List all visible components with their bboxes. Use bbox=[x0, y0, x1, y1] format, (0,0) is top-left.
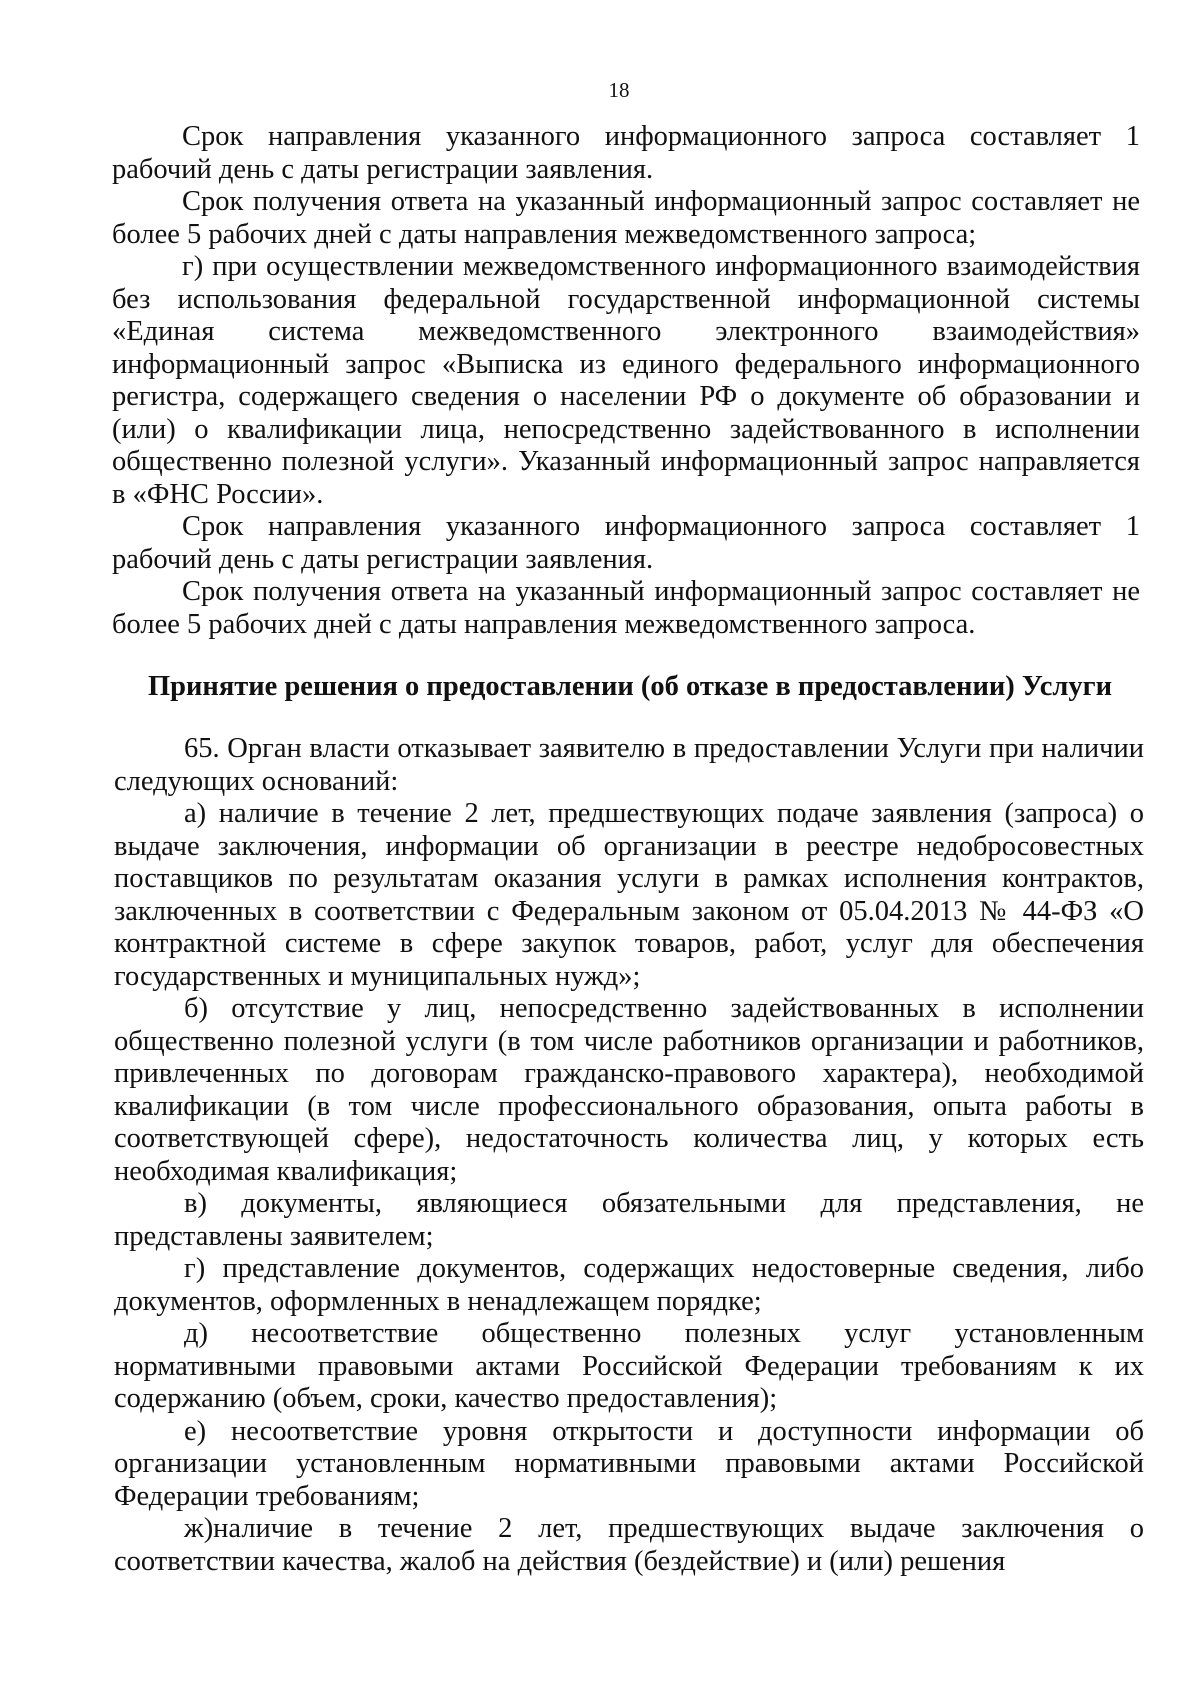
paragraph: ж)наличие в течение 2 лет, предшествующих выдаче заключения о соответствии качества, жалоб на действия (бездействие) и (или) решения bbox=[114, 1513, 1144, 1577]
paragraph: 65. Орган власти отказывает заявителю в предоставлении Услуги при наличии следующих оснований: bbox=[114, 733, 1144, 797]
paragraph: г) представление документов, содержащих недостоверные сведения, либо документов, оформленных в ненадлежащем порядке; bbox=[114, 1253, 1144, 1317]
paragraph: Срок направления указанного информационного запроса составляет 1 рабочий день с даты регистрации заявления. bbox=[112, 121, 1140, 185]
paragraph: Срок направления указанного информационного запроса составляет 1 рабочий день с даты регистрации заявления. bbox=[112, 511, 1140, 575]
paragraph: д) несоответствие общественно полезных услуг установленным нормативными правовыми актами Российской Федерации требованиям к их содержанию (объем, сроки, качество предоставления); bbox=[114, 1318, 1144, 1414]
paragraph: е) несоответствие уровня открытости и доступности информации об организации установленным нормативными правовыми актами Российской Федерации требованиям; bbox=[114, 1415, 1144, 1512]
paragraph: а) наличие в течение 2 лет, предшествующих подаче заявления (запроса) о выдаче заключения, информации об организации в реестре недобросовестных поставщиков по результатам оказания услуги в рамках исполнения контрактов, заключенных в соответствии с Федеральным законом от 05.04.2013 № 44-ФЗ «О контрактной системе в сфере закупок товаров, работ, услуг для обеспечения государственных и муниципальных нужд»; bbox=[114, 798, 1144, 992]
paragraph: г) при осуществлении межведомственного информационного взаимодействия без использования федеральной государственной информационной системы «Единая система межведомственного электронного взаимодействия» информационный запрос «Выписка из единого федерального информационного регистра, содержащего сведения о населении РФ о документе об образовании и (или) о квалификации лица, непосредственно задействованного в исполнении общественно полезной услуги». Указанный информационный запрос направляется в «ФНС России». bbox=[112, 251, 1140, 510]
paragraph: в) документы, являющиеся обязательными для представления, не представлены заявителем; bbox=[114, 1188, 1144, 1252]
section-heading: Принятие решения о предоставлении (об отказе в предоставлении) Услуги bbox=[147, 671, 1112, 702]
paragraph: Срок получения ответа на указанный информационный запрос составляет не более 5 рабочих дней с даты направления межведомственного запроса; bbox=[112, 186, 1140, 250]
text-block-bottom bbox=[114, 733, 1144, 1578]
text-block-top bbox=[112, 121, 1140, 641]
page-number: 18 bbox=[608, 78, 630, 102]
paragraph: Срок получения ответа на указанный информационный запрос составляет не более 5 рабочих дней с даты направления межведомственного запроса. bbox=[112, 576, 1140, 640]
paragraph: б) отсутствие у лиц, непосредственно задействованных в исполнении общественно полезной услуги (в том числе работников организации и работников, привлеченных по договорам гражданско-правового характера), необходимой квалификации (в том числе профессионального образования, опыта работы в соответствующей сфере), недостаточность количества лиц, у которых есть необходимая квалификация; bbox=[114, 993, 1144, 1187]
